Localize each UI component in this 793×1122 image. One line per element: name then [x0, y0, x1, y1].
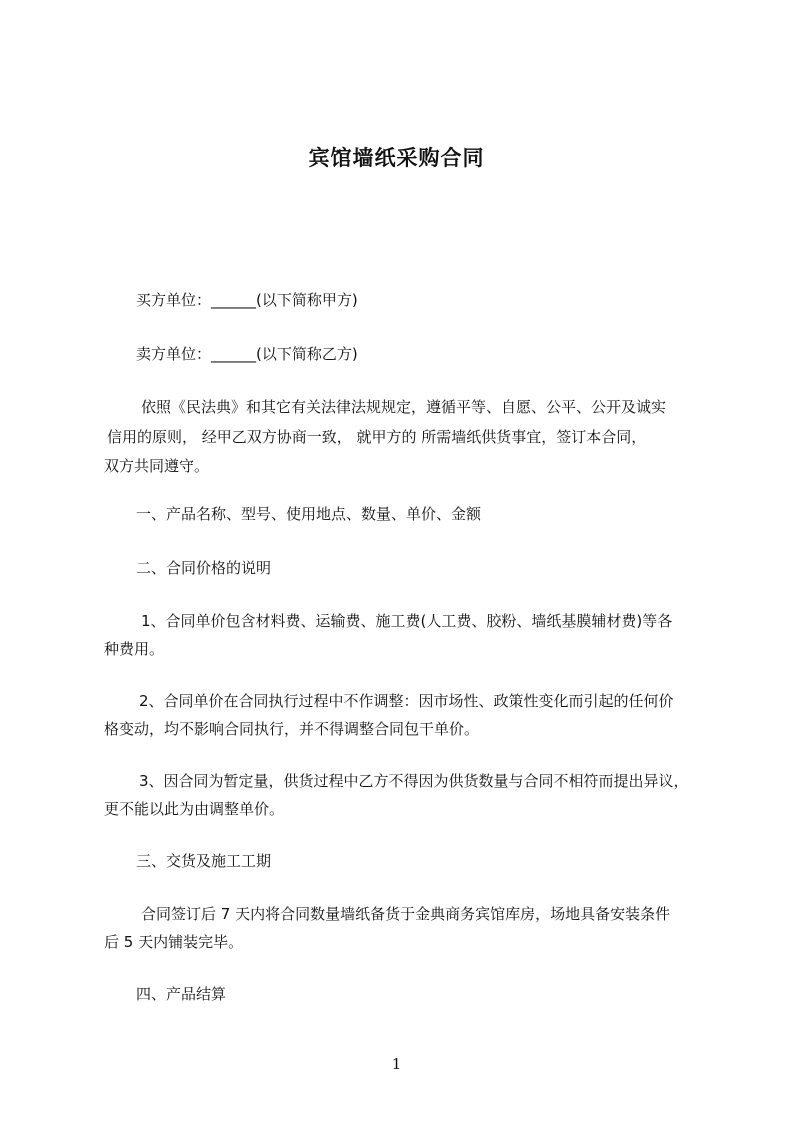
section-heading-4: 四、产品结算 — [136, 985, 227, 1003]
intro-line: 依照《民法典》和其它有关法律法规规定，遵循平等、自愿、公平、公开及诚实 — [141, 398, 667, 416]
clause-line: 2、合同单价在合同执行过程中不作调整：因市场性、政策性变化而引起的任何价 — [139, 692, 674, 710]
intro-line: 信用的原则， 经甲乙双方协商一致， 就甲方的 所需墙纸供货事宜，签订本合同， — [107, 428, 647, 446]
delivery-line: 合同签订后 7 天内将合同数量墙纸备货于金典商务宾馆库房，场地具备安装条件 — [141, 905, 671, 923]
delivery-line: 后 5 天内铺装完毕。 — [104, 933, 244, 951]
clause-line: 种费用。 — [104, 640, 165, 658]
document-title: 宾馆墙纸采购合同 — [308, 146, 485, 170]
seller-line: 卖方单位：______(以下简称乙方) — [136, 345, 358, 363]
page-number: 1 — [391, 1055, 402, 1073]
section-heading-3: 三、交货及施工工期 — [136, 852, 272, 870]
section-heading-2: 二、合同价格的说明 — [136, 559, 272, 577]
clause-line: 3、因合同为暂定量，供货过程中乙方不得因为供货数量与合同不相符而提出异议， — [139, 772, 689, 790]
section-heading-1: 一、产品名称、型号、使用地点、数量、单价、金额 — [136, 505, 482, 523]
buyer-line: 买方单位：______(以下简称甲方) — [136, 291, 358, 309]
clause-line: 1、合同单价包含材料费、运输费、施工费(人工费、胶粉、墙纸基膜辅材费)等各 — [141, 612, 673, 630]
clause-line: 更不能以此为由调整单价。 — [104, 800, 285, 818]
intro-line: 双方共同遵守。 — [104, 457, 210, 475]
clause-line: 格变动，均不影响合同执行，并不得调整合同包干单价。 — [104, 720, 480, 738]
